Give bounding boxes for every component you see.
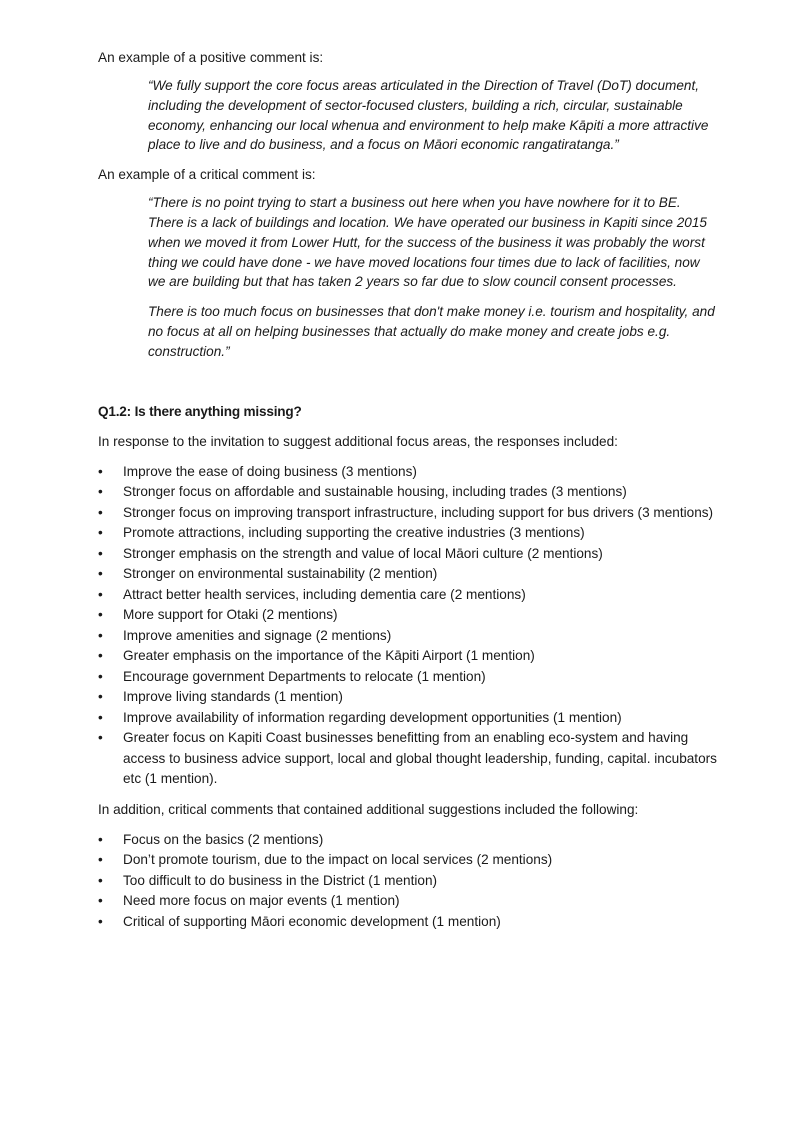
bullet-icon: • bbox=[98, 566, 103, 582]
list-item bbox=[98, 850, 718, 871]
list-item bbox=[98, 708, 718, 729]
positive-comment-quote: “We fully support the core focus areas articulated in the Direction of Travel (DoT) document, including the development of sector-focused clusters, building a rich, circular, sustainable economy, enhancing our local whenua and environment to help make Kāpiti a more attractive place to live and do business, and a focus on Māori economic rangatiratanga.” bbox=[148, 78, 709, 153]
list-item bbox=[98, 564, 718, 585]
bullet-icon: • bbox=[98, 607, 103, 623]
bullet-icon: • bbox=[98, 545, 103, 561]
list-item bbox=[98, 523, 718, 544]
positive-comment-intro: An example of a positive comment is: bbox=[98, 50, 324, 65]
list-item-text: Stronger emphasis on the strength and value of local Māori culture (2 mentions) bbox=[123, 545, 603, 561]
bullet-icon: • bbox=[98, 668, 103, 684]
bullet-icon: • bbox=[98, 525, 103, 541]
list-item bbox=[98, 585, 718, 606]
list-item-text: Greater focus on Kapiti Coast businesses benefitting from an enabling eco-system and having access to business advice support, local and global thought leadership, funding, capital. incubators etc (1 mention). bbox=[123, 730, 717, 787]
list-item-text: Stronger on environmental sustainability (2 mention) bbox=[123, 566, 438, 582]
critical-comment-intro: An example of a critical comment is: bbox=[98, 167, 316, 183]
list-item-text: Improve living standards (1 mention) bbox=[123, 689, 343, 705]
list-item bbox=[98, 626, 718, 647]
list-item-text: Attract better health services, including dementia care (2 mentions) bbox=[123, 586, 526, 602]
list-item-text: Stronger focus on improving transport infrastructure, including support for bus drivers (3 mentions) bbox=[123, 504, 714, 520]
list-item-text: Critical of supporting Māori economic development (1 mention) bbox=[123, 913, 501, 929]
list-item-text: More support for Otaki (2 mentions) bbox=[123, 607, 338, 623]
bullet-icon: • bbox=[98, 627, 103, 643]
section-heading-q1-2: Q1.2: Is there anything missing? bbox=[98, 403, 302, 419]
list-item bbox=[98, 482, 718, 503]
list-item-text: Encourage government Departments to relocate (1 mention) bbox=[123, 668, 486, 684]
list-item bbox=[98, 891, 718, 912]
critical-suggestions-intro: In addition, critical comments that contained additional suggestions included the following: bbox=[98, 801, 639, 817]
document-page bbox=[98, 48, 718, 942]
bullet-icon: • bbox=[98, 463, 103, 479]
list-item bbox=[98, 912, 718, 933]
list-item-text: Don’t promote tourism, due to the impact on local services (2 mentions) bbox=[123, 852, 553, 868]
critical-suggestions-list bbox=[98, 830, 718, 933]
critical-comment-quote-paragraph-2: There is too much focus on businesses that don't make money i.e. tourism and hospitality, and no focus at all on helping businesses that actually do make money and create jobs e.g. construction.” bbox=[148, 304, 715, 359]
list-item-text: Too difficult to do business in the District (1 mention) bbox=[123, 872, 438, 888]
bullet-icon: • bbox=[98, 648, 103, 664]
list-item-text: Focus on the basics (2 mentions) bbox=[123, 831, 324, 847]
list-item bbox=[98, 605, 718, 626]
list-item-text: Need more focus on major events (1 mention) bbox=[123, 893, 400, 909]
list-item bbox=[98, 503, 718, 524]
bullet-icon: • bbox=[98, 852, 103, 868]
list-item bbox=[98, 830, 718, 851]
missing-intro: In response to the invitation to suggest additional focus areas, the responses included: bbox=[98, 433, 618, 449]
bullet-icon: • bbox=[98, 913, 103, 929]
list-item bbox=[98, 544, 718, 565]
bullet-icon: • bbox=[98, 504, 103, 520]
list-item bbox=[98, 687, 718, 708]
list-item-text: Greater emphasis on the importance of the Kāpiti Airport (1 mention) bbox=[123, 648, 535, 664]
list-item-text: Promote attractions, including supporting the creative industries (3 mentions) bbox=[123, 525, 585, 541]
list-item bbox=[98, 462, 718, 483]
bullet-icon: • bbox=[98, 872, 103, 888]
bullet-icon: • bbox=[98, 709, 103, 725]
list-item-text: Improve amenities and signage (2 mentions) bbox=[123, 627, 392, 643]
bullet-icon: • bbox=[98, 893, 103, 909]
critical-comment-quote-paragraph-1: “There is no point trying to start a business out here when you have nowhere for it to BE. There is a lack of buildings and location. We have operated our business in Kapiti since 2015 when we moved it from Lower Hutt, for the success of the business it was probably the worst thing we could have done - we have moved locations four times due to lack of facilities, now we are building but that has taken 2 years so far due to slow council consent processes. bbox=[148, 195, 707, 290]
bullet-icon: • bbox=[98, 484, 103, 500]
list-item bbox=[98, 646, 718, 667]
list-item-text: Improve availability of information regarding development opportunities (1 mention) bbox=[123, 709, 622, 725]
bullet-icon: • bbox=[98, 730, 103, 746]
bullet-icon: • bbox=[98, 831, 103, 847]
list-item-text: Stronger focus on affordable and sustainable housing, including trades (3 mentions) bbox=[123, 484, 627, 500]
list-item bbox=[98, 667, 718, 688]
missing-suggestions-list bbox=[98, 462, 718, 790]
list-item bbox=[98, 728, 718, 790]
bullet-icon: • bbox=[98, 689, 103, 705]
list-item-text: Improve the ease of doing business (3 mentions) bbox=[123, 463, 417, 479]
list-item bbox=[98, 871, 718, 892]
bullet-icon: • bbox=[98, 586, 103, 602]
